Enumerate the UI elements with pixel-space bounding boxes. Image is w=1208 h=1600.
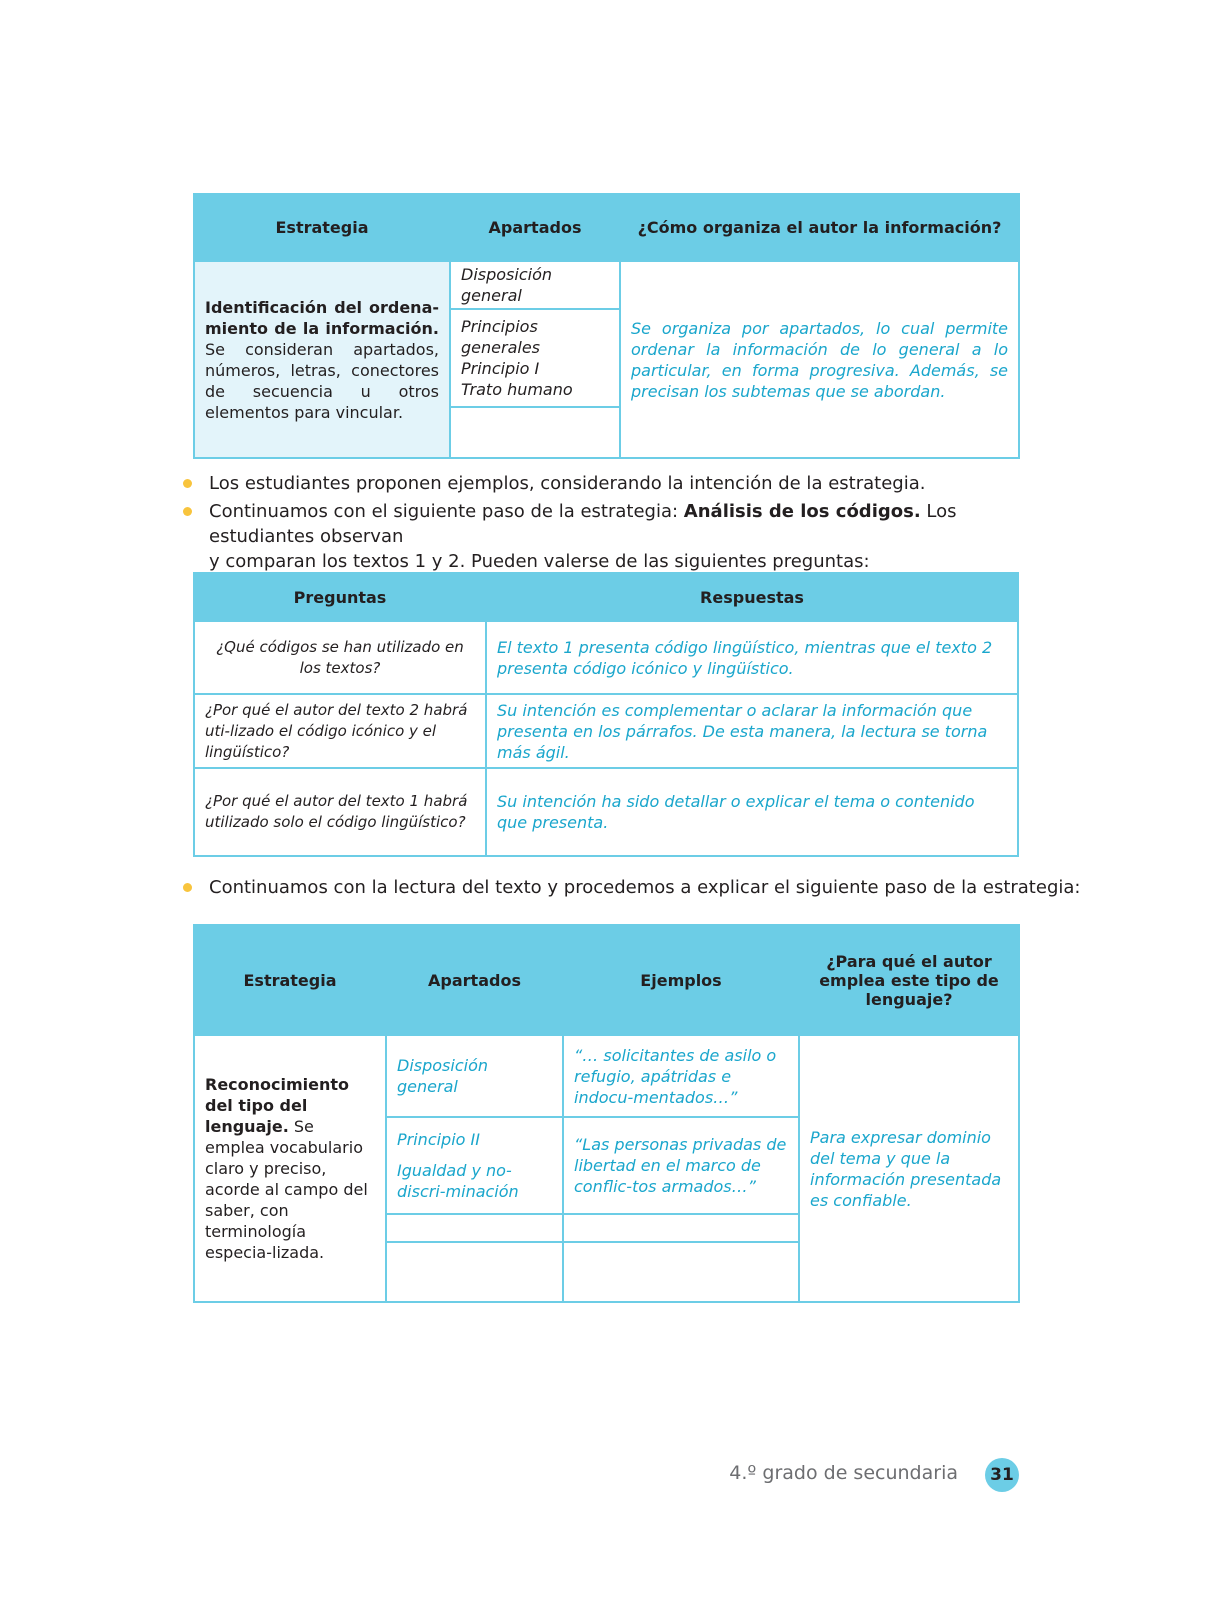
strategy-table-2 bbox=[193, 924, 1020, 1303]
page-number: 31 bbox=[985, 1458, 1019, 1492]
question-cell: ¿Por qué el autor del texto 1 habrá utilizado solo el código lingüístico? bbox=[194, 768, 486, 856]
answer-cell: Se organiza por apartados, lo cual permite ordenar la información de lo general a lo particular, en forma progresiva. Además, se precisan los subtemas que se abordan. bbox=[620, 261, 1019, 458]
bullet-item bbox=[209, 875, 1080, 900]
strategy-cell bbox=[194, 1035, 386, 1302]
bullet-item bbox=[209, 471, 925, 496]
header-preguntas: Preguntas bbox=[194, 573, 486, 621]
apartado-cell bbox=[450, 309, 620, 407]
header-ejemplos: Ejemplos bbox=[563, 925, 799, 1035]
ejemplo-cell: “Las personas privadas de libertad en el marco de conflic-tos armados…” bbox=[563, 1117, 799, 1214]
empty-cell bbox=[563, 1214, 799, 1242]
bullet-dot bbox=[183, 507, 192, 516]
bullet-text: Los estudiantes observan bbox=[209, 501, 957, 547]
header-apartados: Apartados bbox=[386, 925, 563, 1035]
header-apartados: Apartados bbox=[450, 194, 620, 261]
header-respuestas: Respuestas bbox=[486, 573, 1018, 621]
strategy-description: Se emplea vocabulario claro y preciso, acorde al campo del saber, con terminología especia-lizada. bbox=[205, 1117, 368, 1262]
answer-cell: Su intención ha sido detallar o explicar el tema o contenido que presenta. bbox=[486, 768, 1018, 856]
strategy-title: Reconocimiento del tipo del lenguaje. bbox=[205, 1075, 350, 1136]
answer-cell: Su intención es complementar o aclarar la información que presenta en los párrafos. De esta manera, la lectura se torna más ágil. bbox=[486, 694, 1018, 768]
apartado-line: Igualdad y no-discri-minación bbox=[397, 1161, 519, 1201]
question-cell: ¿Por qué el autor del texto 2 habrá uti-lizado el código icónico y el lingüístico? bbox=[194, 694, 486, 768]
bullet-text: y comparan los textos 1 y 2. Pueden valerse de las siguientes preguntas: bbox=[209, 551, 870, 572]
bullet-bold: Análisis de los códigos. bbox=[683, 501, 921, 522]
apartado-cell: Disposición general bbox=[450, 261, 620, 309]
question-cell: ¿Qué códigos se han utilizado en los textos? bbox=[194, 621, 486, 694]
empty-cell bbox=[386, 1242, 563, 1302]
ejemplo-cell: “… solicitantes de asilo o refugio, apátridas e indocu-mentados…” bbox=[563, 1035, 799, 1117]
questions-table bbox=[193, 572, 1019, 857]
header-como-organiza: ¿Cómo organiza el autor la información? bbox=[620, 194, 1019, 261]
bullet-dot bbox=[183, 479, 192, 488]
strategy-table-1 bbox=[193, 193, 1020, 459]
bullet-item bbox=[209, 499, 1021, 574]
apartado-cell bbox=[386, 1117, 563, 1214]
bullet-text: Continuamos con la lectura del texto y procedemos a explicar el siguiente paso de la estrategia: bbox=[209, 877, 1081, 898]
apartado-line: Principio I bbox=[461, 359, 540, 378]
header-estrategia: Estrategia bbox=[194, 925, 386, 1035]
strategy-title: Identificación del ordena-miento de la información. bbox=[205, 297, 439, 338]
header-para-que: ¿Para qué el autor emplea este tipo de lenguaje? bbox=[799, 925, 1019, 1035]
answer-cell: El texto 1 presenta código lingüístico, mientras que el texto 2 presenta código icónico y lingüístico. bbox=[486, 621, 1018, 694]
bullet-text: Continuamos con el siguiente paso de la estrategia: bbox=[209, 501, 684, 522]
grade-label: 4.º grado de secundaria bbox=[729, 1462, 958, 1484]
strategy-cell bbox=[194, 261, 450, 458]
bullet-dot bbox=[183, 883, 192, 892]
purpose-cell: Para expresar dominio del tema y que la información presentada es confiable. bbox=[799, 1035, 1019, 1302]
strategy-description: Se consideran apartados, números, letras, conectores de secuencia u otros elementos para vincular. bbox=[205, 339, 439, 422]
apartado-line: Principios generales bbox=[461, 317, 540, 357]
bullet-text: Los estudiantes proponen ejemplos, considerando la intención de la estrategia. bbox=[209, 473, 926, 494]
apartado-cell: Disposición general bbox=[386, 1035, 563, 1117]
empty-cell bbox=[450, 407, 620, 458]
header-estrategia: Estrategia bbox=[194, 194, 450, 261]
empty-cell bbox=[386, 1214, 563, 1242]
empty-cell bbox=[563, 1242, 799, 1302]
apartado-line: Trato humano bbox=[461, 380, 573, 399]
apartado-line: Principio II bbox=[397, 1130, 480, 1149]
